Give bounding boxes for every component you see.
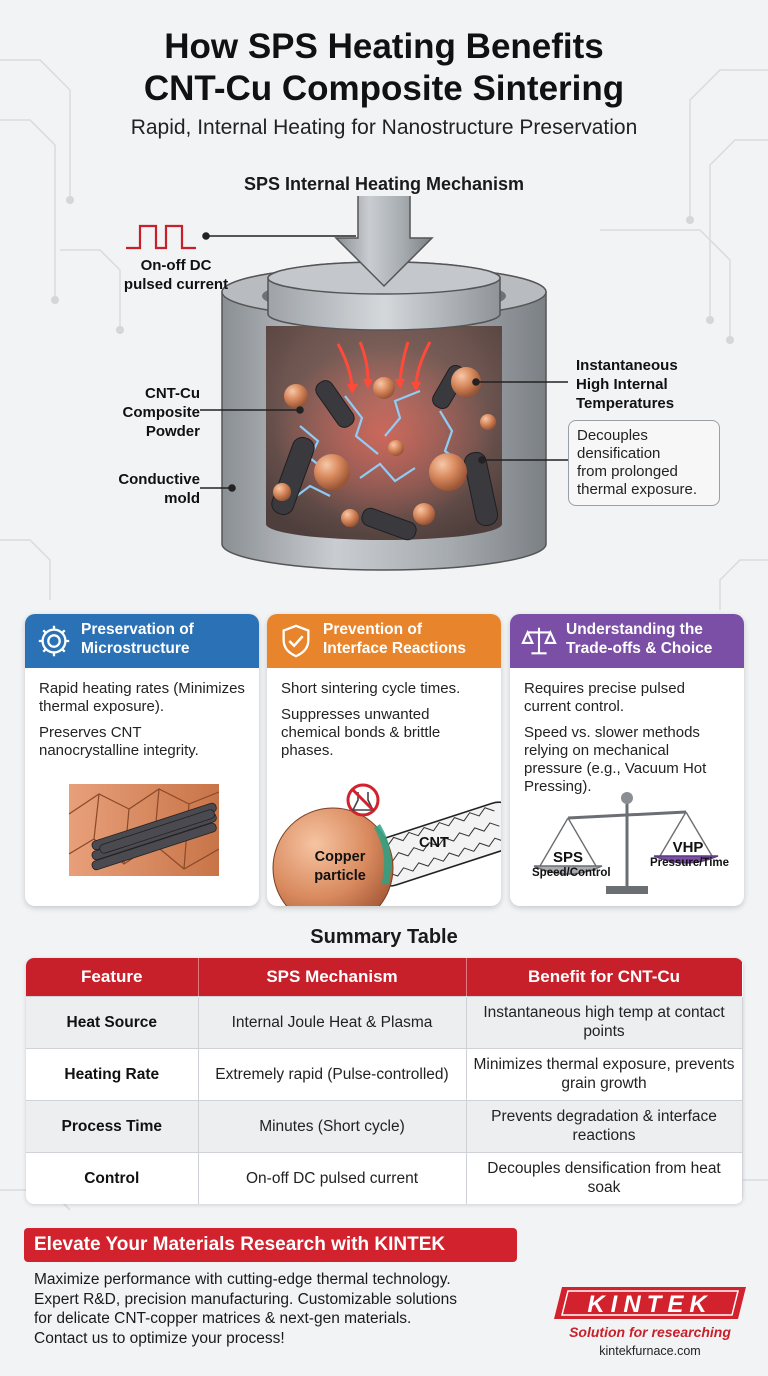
summary-title: Summary Table xyxy=(310,926,458,948)
logo-text: KINTEK xyxy=(587,1291,713,1318)
card-tradeoffs xyxy=(510,614,744,906)
card-text: Speed vs. slower methods relying on mechanical pressure (e.g., Vacuum Hot Pressing). xyxy=(524,724,707,795)
table-header: Benefit for CNT-Cu xyxy=(466,958,742,996)
card-interface-reactions xyxy=(267,614,501,906)
table-cell: Decouples densification from heat soak xyxy=(466,1152,742,1204)
sps-label: SPS Speed/Control xyxy=(532,849,611,879)
copper-particle-label: Copper particle xyxy=(314,849,366,884)
table-cell: Minutes (Short cycle) xyxy=(198,1100,466,1152)
table-cell: Prevents degradation & interface reactions xyxy=(466,1100,742,1152)
card-header: Preservation of Microstructure xyxy=(25,614,259,668)
card-header: Understanding the Trade-offs & Choice xyxy=(510,614,744,668)
card-text: Requires precise pulsed current control. xyxy=(524,680,685,715)
table-header: SPS Mechanism xyxy=(198,958,466,996)
table-header-row xyxy=(26,958,742,996)
table-row xyxy=(26,1100,742,1152)
table-cell: Instantaneous high temp at contact points xyxy=(466,996,742,1048)
table-cell: Process Time xyxy=(26,1100,198,1152)
mechanism-title: SPS Internal Heating Mechanism xyxy=(243,174,525,194)
card-text: Rapid heating rates (Minimizes thermal exposure). xyxy=(39,680,245,715)
table-cell: Extremely rapid (Pulse-controlled) xyxy=(198,1048,466,1100)
card-text: Short sintering cycle times. xyxy=(281,680,461,697)
mold-label: Conductive mold xyxy=(118,471,200,507)
table-row xyxy=(26,996,742,1048)
summary-table xyxy=(26,958,743,1204)
pulse-current-label: On-off DC pulsed current xyxy=(123,257,229,293)
page-subtitle: Rapid, Internal Heating for Nanostructure Preservation xyxy=(130,116,638,139)
copper-cnt-interface-illustration xyxy=(267,756,501,906)
table-row xyxy=(26,1152,742,1204)
table-cell: Heating Rate xyxy=(26,1048,198,1100)
scale-icon xyxy=(520,622,558,660)
table-cell: Internal Joule Heat & Plasma xyxy=(198,996,466,1048)
cnt-label: CNT xyxy=(419,835,449,851)
cta-text: Maximize performance with cutting-edge thermal technology. Expert R&D, precision manufacturing. Customizable solutions for delicate CNT-copper matrices & next-gen materials. Contact us to optimize your process! xyxy=(34,1271,457,1347)
table-header: Feature xyxy=(26,958,198,996)
table-cell: On-off DC pulsed current xyxy=(198,1152,466,1204)
vhp-label: VHP Pressure/Time xyxy=(650,839,730,869)
card-microstructure xyxy=(25,614,259,906)
powder-label: CNT-Cu Composite Powder xyxy=(122,385,200,440)
table-cell: Heat Source xyxy=(26,996,198,1048)
gear-icon xyxy=(35,622,73,660)
decouple-callout: Decouples densification from prolonged thermal exposure. xyxy=(568,420,720,506)
table-cell: Minimizes thermal exposure, prevents grain growth xyxy=(466,1048,742,1100)
logo-tagline: Solution for researching xyxy=(569,1324,731,1340)
card-header: Prevention of Interface Reactions xyxy=(267,614,501,668)
page-title: How SPS Heating Benefits CNT-Cu Composite Sintering xyxy=(143,27,625,108)
temperature-label: Instantaneous High Internal Temperatures xyxy=(576,357,678,412)
table-row xyxy=(26,1048,742,1100)
cta-banner: Elevate Your Materials Research with KINTEK xyxy=(24,1228,517,1262)
shield-check-icon xyxy=(277,622,315,660)
kintek-logo xyxy=(552,1285,748,1321)
card-text: Suppresses unwanted chemical bonds & brittle phases. xyxy=(281,706,441,759)
no-reaction-icon xyxy=(348,785,378,815)
cnt-bundle-illustration xyxy=(69,784,219,876)
card-text: Preserves CNT nanocrystalline integrity. xyxy=(39,724,199,759)
table-cell: Control xyxy=(26,1152,198,1204)
logo-url[interactable]: kintekfurnace.com xyxy=(599,1344,701,1358)
